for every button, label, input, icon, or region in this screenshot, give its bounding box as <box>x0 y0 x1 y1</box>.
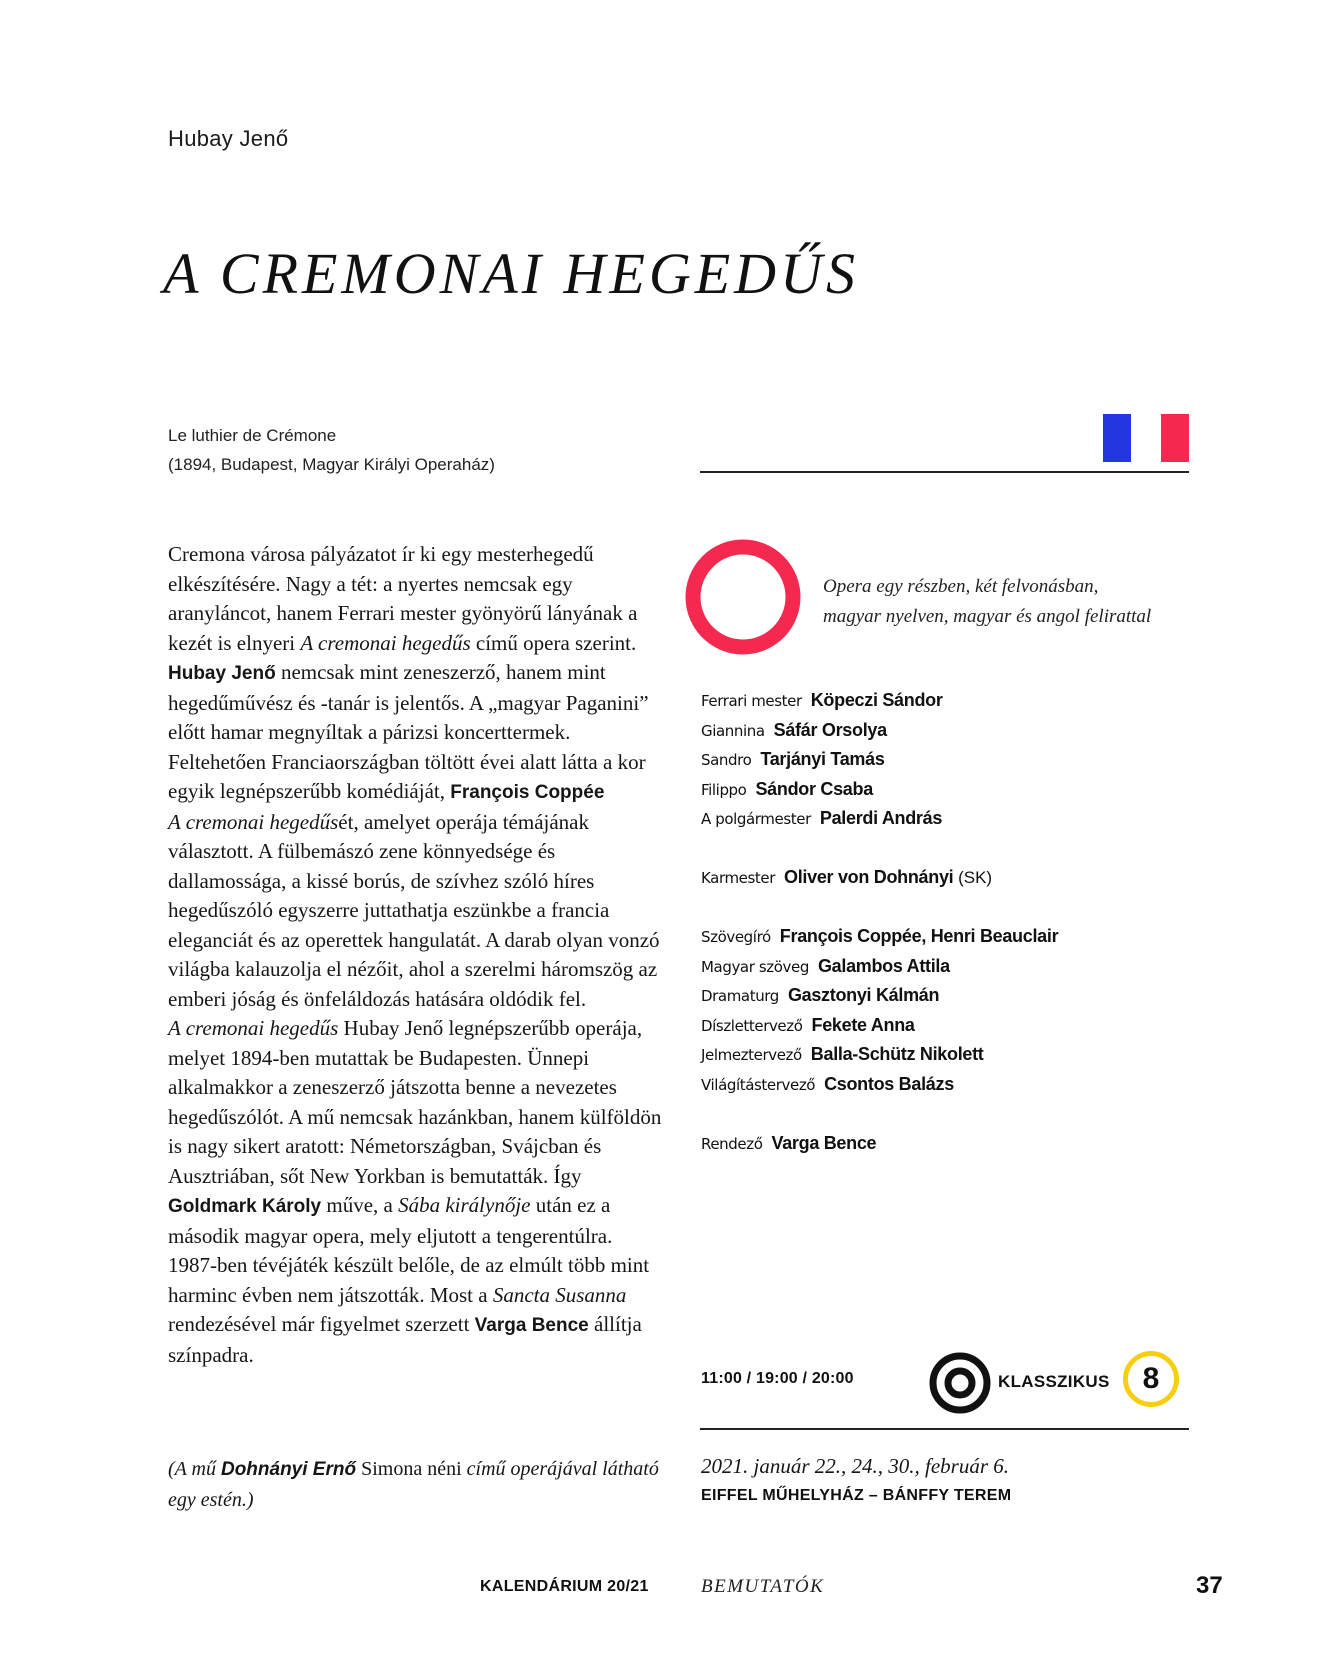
composer-name: Hubay Jenő <box>168 126 289 151</box>
program-note: (A mű Dohnányi Ernő Simona néni című operájával látható egy estén.) <box>168 1458 659 1511</box>
conductor-row: Karmester Oliver von Dohnányi (SK) <box>701 867 993 887</box>
age-rating-badge: 8 <box>1123 1351 1179 1407</box>
director-row: Rendező Varga Bence <box>701 1133 877 1153</box>
cast-row: Sandro Tarjányi Tamás <box>701 749 885 769</box>
french-flag-icon <box>1103 414 1189 462</box>
synopsis-paragraph: A cremonai hegedűs Hubay Jenő legnépszerűbb operája, melyet 1894-ben mutattak be Budapesten. Ünnepi alkalmakkor a zeneszerző játszotta benne a nevezetes hegedűszólót. A mű nemcsak hazánkban, hanem külföldön is nagy sikert aratott: Németországban, Svájcban és Ausztriában, sőt New Yorkban is bemutatták. Így Goldmark Károly műve, a Sába királynője után ez a második magyar opera, mely eljutott a tengerentúlra. <box>168 1016 662 1248</box>
crew-row: Díszlettervező Fekete Anna <box>701 1015 915 1035</box>
synopsis-paragraph: Cremona városa pályázatot ír ki egy mesterhegedű elkészítésére. Nagy a tét: a nyertes nemcsak egy aranyláncot, hanem Ferrari mester gyönyörű lányának a kezét is elnyeri A cremonai hegedűs című opera szerint. Hubay Jenő nemcsak mint zeneszerző, hanem mint hegedűművész és -tanár is jelentős. A „magyar Paganini” előtt hamar megnyíltak a párizsi koncerttermek. Feltehetően Franciaországban töltött évei alatt látta a kor egyik legnépszerűbb komédiáját, François Coppée A cremonai hegedűsét, amelyet operája témájának választott. A fülbemászó zene könnyedsége és dallamossága, a kissé borús, de szívhez szóló híres hegedűszóló egyszerre juttathatja eszünkbe a francia eleganciát és az operettek hangulatát. A darab olyan vonzó világba kalauzolja el nézőit, ahol a szerelmi háromszög az emberi jóság és önfeláldozás hatására oldódik fel. <box>168 542 660 1011</box>
crew-row: Magyar szöveg Galambos Attila <box>701 956 950 976</box>
cast-row: Filippo Sándor Csaba <box>701 779 873 799</box>
premiere-info: (1894, Budapest, Magyar Királyi Operaház) <box>168 455 495 474</box>
classic-target-icon <box>928 1351 992 1415</box>
cast-row: Ferrari mester Köpeczi Sándor <box>701 690 943 710</box>
genre-description: Opera egy részben, két felvonásban, magyar nyelven, magyar és angol felirattal <box>823 576 1152 627</box>
cast-row: Giannina Sáfár Orsolya <box>701 720 887 740</box>
performance-dates: 2021. január 22., 24., 30., február 6. <box>701 1454 1010 1478</box>
synopsis-paragraph: 1987-ben tévéjáték készült belőle, de az elmúlt több mint harminc évben nem játszották. Most a Sancta Susanna rendezésével már figyelmet szerzett Varga Bence állítja színpadra. <box>168 1253 650 1367</box>
publication-name: KALENDÁRIUM 20/21 <box>480 1578 649 1595</box>
crew-row: Jelmeztervező Balla-Schütz Nikolett <box>701 1044 984 1064</box>
header-divider <box>700 471 1189 473</box>
original-title: Le luthier de Crémone <box>168 426 337 445</box>
performance-times: 11:00 / 19:00 / 20:00 <box>701 1370 854 1387</box>
page-number: 37 <box>1196 1572 1223 1599</box>
category-label: KLASSZIKUS <box>998 1372 1110 1391</box>
synopsis-text <box>168 540 662 1370</box>
schedule-divider <box>700 1428 1189 1430</box>
crew-row: Szövegíró François Coppée, Henri Beauclair <box>701 926 1059 946</box>
section-name: BEMUTATÓK <box>701 1576 825 1597</box>
crew-row: Dramaturg Gasztonyi Kálmán <box>701 985 940 1005</box>
crew-row: Világítástervező Csontos Balázs <box>701 1074 954 1094</box>
page-title: A CREMONAI HEGEDŰS <box>163 241 859 306</box>
opera-ring-icon <box>684 538 802 656</box>
cast-row: A polgármester Palerdi András <box>701 808 943 828</box>
venue: EIFFEL MŰHELYHÁZ – BÁNFFY TEREM <box>701 1487 1012 1504</box>
